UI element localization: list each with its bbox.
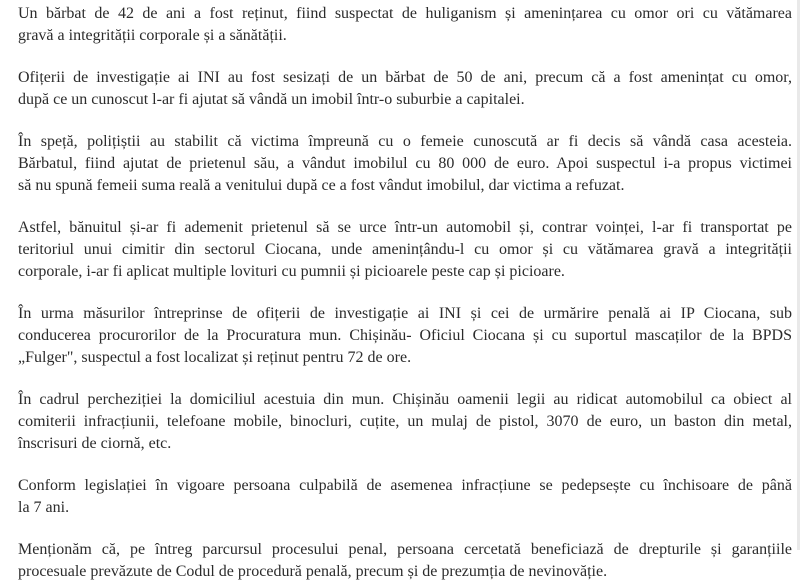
paragraph-line: conducerea procurorilor de la Procuratura mun. Chișinău- Oficiul Ciocana și cu suportul mascaților de la BPDS	[18, 327, 792, 344]
paragraph-line: Bărbatul, fiind ajutat de prietenul său, a vândut imobilul cu 80 000 de euro. Apoi suspectul i-a propus victimei	[18, 155, 792, 172]
paragraph-line: Astfel, bănuitul și-ar fi ademenit prietenul să se urce într-un automobil și, contrar voinței, l-ar fi transportat pe	[18, 219, 792, 236]
paragraph-6	[18, 389, 792, 455]
paragraph-line: În speță, polițiștii au stabilit că victima împreună cu o femeie cunoscută ar fi decis să vândă casa acesteia.	[18, 133, 792, 150]
paragraph-line: Conform legislației în vigoare persoana culpabilă de asemenea infracțiune se pedepsește cu închisoare de până	[18, 477, 792, 494]
paragraph-5	[18, 303, 792, 369]
paragraph-line: Un bărbat de 42 de ani a fost reținut, fiind suspectat de huliganism și amenințarea cu omor ori cu vătămarea	[18, 5, 792, 22]
paragraph-line: după ce un cunoscut l-ar fi ajutat să vândă un imobil într-o suburbie a capitalei.	[18, 91, 525, 108]
paragraph-line: În cadrul percheziției la domiciliul acestuia din mun. Chișinău oamenii legii au ridicat automobilul ca obiect al	[18, 391, 792, 408]
paragraph-line: „Fulger", suspectul a fost localizat și reținut pentru 72 de ore.	[18, 349, 412, 366]
paragraph-line: teritoriul unui cimitir din sectorul Ciocana, unde amenințându-l cu omor și cu vătămarea gravă a integrității	[18, 241, 792, 258]
paragraph-line: înscrisuri de ciornă, etc.	[18, 435, 172, 452]
paragraph-line: să nu spună femeii suma reală a venitului după ce a fost vândut imobilul, dar victima a refuzat.	[18, 177, 625, 194]
paragraph-line: În urma măsurilor întreprinse de ofițerii de investigație ai INI și cei de urmărire penală ai IP Ciocana, sub	[18, 305, 792, 322]
paragraph-2	[18, 67, 792, 111]
paragraph-line: procesuale prevăzute de Codul de procedură penală, precum și de prezumția de nevinovăție.	[18, 563, 608, 580]
paragraph-8	[18, 539, 792, 583]
paragraph-3	[18, 131, 792, 197]
paragraph-line: gravă a integrității corporale și a sănătății.	[18, 27, 287, 44]
paragraph-line: Ofițerii de investigație ai INI au fost sesizați de un bărbat de 50 de ani, precum că a fost amenințat cu omor,	[18, 69, 792, 86]
paragraph-7	[18, 475, 792, 519]
paragraph-line: la 7 ani.	[18, 499, 70, 516]
paragraph-line: corporale, i-ar fi aplicat multiple lovituri cu pumnii și picioarele peste cap și picioare.	[18, 263, 565, 280]
paragraph-line: comiterii infracțiunii, telefoane mobile, binocluri, cuțite, un mulaj de pistol, 3070 de euro, un baston din metal,	[18, 413, 792, 430]
paragraph-4	[18, 217, 792, 283]
paragraph-line: Menționăm că, pe întreg parcursul procesului penal, persoana cercetată beneficiază de drepturile și garanțiile	[18, 541, 792, 558]
paragraph-1	[18, 3, 792, 47]
